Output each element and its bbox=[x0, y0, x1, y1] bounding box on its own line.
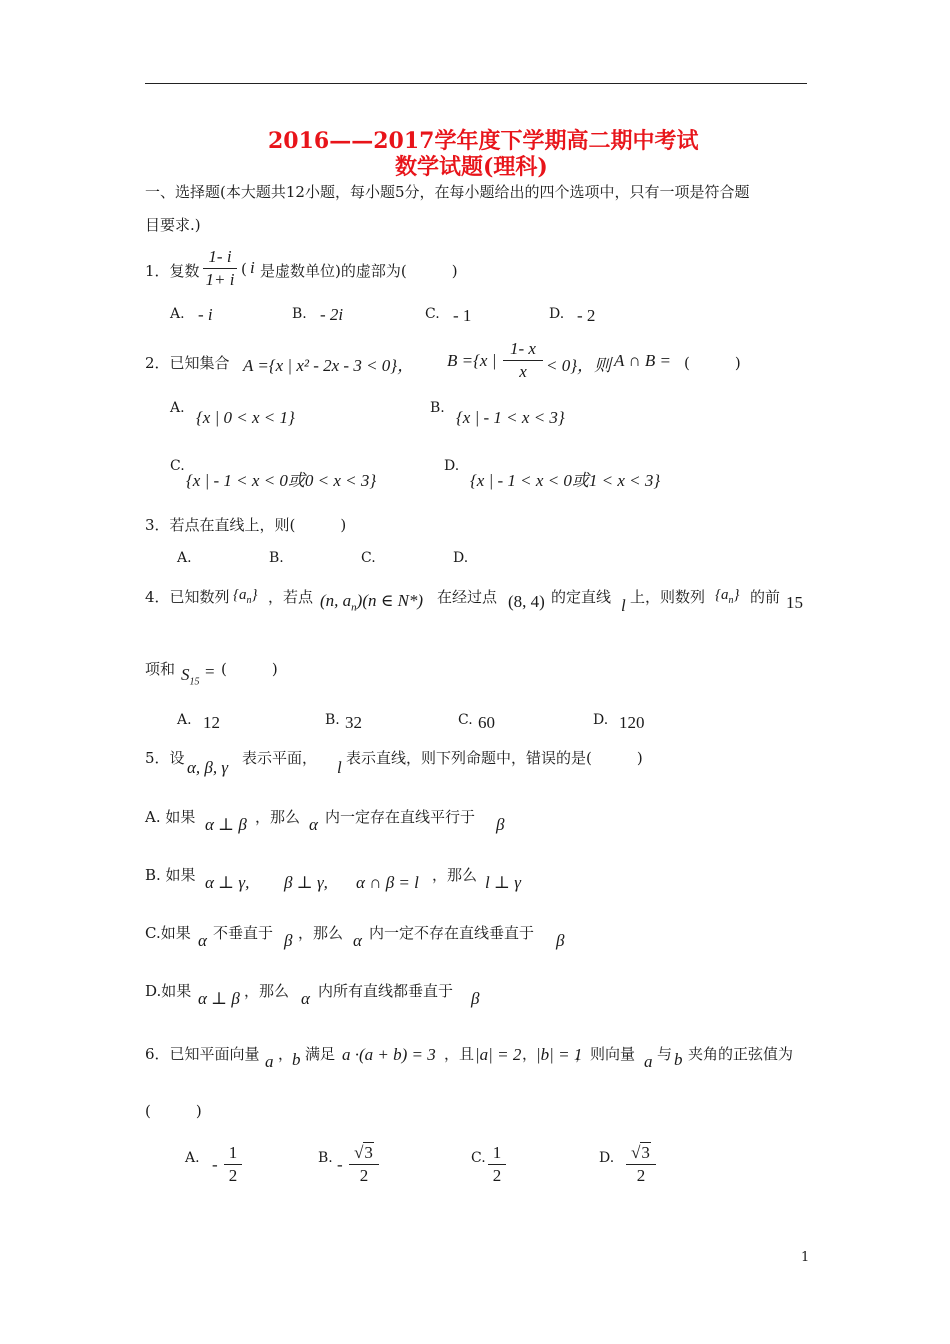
exam-title: 2016——2017学年度下学期高二期中考试 bbox=[268, 128, 699, 154]
q4-seq2-sub: n bbox=[728, 595, 734, 606]
q5-option-a-pre: A. 如果 bbox=[145, 808, 196, 826]
q4-seq2-close: } bbox=[733, 587, 740, 603]
q2-frac-bar bbox=[503, 360, 543, 361]
q5-prefix: 5．设 bbox=[145, 749, 185, 767]
q1-option-c-label: C. bbox=[425, 306, 440, 322]
q6-option-b-label: B. bbox=[318, 1150, 333, 1166]
q5-option-d-m2: α bbox=[301, 989, 310, 1008]
q2-set-b-post: < 0}，则 bbox=[546, 356, 612, 375]
q4-seq-sub: n bbox=[246, 595, 252, 606]
q4-mid3: 的定直线 bbox=[551, 588, 612, 606]
q5-option-a-mid: ，那么 bbox=[255, 808, 301, 826]
q4-point-sub: n bbox=[351, 601, 357, 614]
q4-equals: = bbox=[205, 662, 215, 681]
q4-sequence bbox=[233, 587, 258, 606]
q6-vec-b-2: b bbox=[674, 1050, 683, 1069]
q2-intersection: A ∩ B = bbox=[614, 351, 671, 370]
q6-prefix: 6．已知平面向量 bbox=[145, 1045, 260, 1063]
q6-option-c-den: 2 bbox=[492, 1166, 502, 1185]
q6-option-a-den: 2 bbox=[228, 1166, 238, 1185]
q5-option-c-m3: α bbox=[353, 931, 362, 950]
q5-option-b-m3: α ∩ β = l bbox=[356, 873, 419, 892]
q6-option-b-sign: - bbox=[337, 1155, 343, 1174]
q5-line-l: l bbox=[337, 758, 342, 777]
q3-option-c: C. bbox=[361, 550, 376, 566]
q6-vec-b: b bbox=[292, 1050, 301, 1069]
q5-option-c-m1: α bbox=[198, 931, 207, 950]
q6-option-c-num: 1 bbox=[492, 1143, 502, 1162]
q4-sequence-2 bbox=[715, 587, 740, 606]
q2-option-c-label: C. bbox=[170, 458, 185, 474]
q1-option-a-label: A. bbox=[170, 306, 185, 322]
q6-option-c-label: C. bbox=[471, 1150, 486, 1166]
q5-option-b-m1: α ⊥ γ, bbox=[205, 873, 250, 892]
q1-fraction bbox=[203, 247, 237, 290]
q6-option-d-bar bbox=[626, 1164, 656, 1165]
q5-option-d-m1: α ⊥ β bbox=[198, 989, 240, 1008]
q6-norm-b: |b| = 1 bbox=[536, 1045, 583, 1064]
page-number: 1 bbox=[801, 1250, 810, 1265]
q5-option-a-m2: α bbox=[309, 815, 318, 834]
q2-prefix: 2．已知集合 bbox=[145, 354, 230, 372]
q6-norm-a: |a| = 2 bbox=[475, 1045, 522, 1064]
q2-set-b-pre: B ={x | bbox=[447, 351, 497, 370]
q4-option-c-value: 60 bbox=[478, 713, 495, 732]
q4-point-close: )(n ∈ N*) bbox=[356, 591, 424, 610]
q5-option-c-mid1: 不垂直于 bbox=[213, 924, 274, 942]
q6-option-a-label: A. bbox=[185, 1150, 200, 1166]
q1-option-b-label: B. bbox=[292, 306, 307, 322]
q6-mid4: 夹角的正弦值为 bbox=[688, 1045, 794, 1063]
q4-option-c-label: C. bbox=[458, 712, 473, 728]
q1-frac-bar bbox=[203, 268, 237, 269]
q4-paren: ( ) bbox=[221, 660, 278, 678]
q1-frac-num: 1- i bbox=[208, 247, 232, 266]
q4-seq2-open: {a bbox=[715, 587, 729, 603]
q3-option-d: D. bbox=[453, 550, 469, 566]
q4-mid4: 上，则数列 bbox=[630, 588, 706, 606]
q6-option-c-fraction bbox=[488, 1143, 506, 1186]
q4-mid5: 的前 bbox=[750, 588, 781, 606]
q5-option-d-mid: ，那么 bbox=[244, 982, 290, 1000]
q2-frac-num: 1- x bbox=[510, 339, 536, 358]
q6-option-b-den: 2 bbox=[359, 1166, 369, 1185]
q6-option-d-label: D. bbox=[599, 1150, 615, 1166]
q6-mid3: ，则向量 bbox=[575, 1045, 636, 1063]
q1-option-d-label: D. bbox=[549, 306, 565, 322]
q5-mid1: 表示平面， bbox=[242, 749, 318, 767]
q6-option-d-den: 2 bbox=[636, 1166, 646, 1185]
q6-paren: ( ) bbox=[145, 1102, 202, 1120]
q5-option-a-m3: β bbox=[496, 815, 505, 834]
q2-option-d-value: {x | - 1 < x < 0或1 < x < 3} bbox=[470, 471, 661, 490]
q6-option-c-bar bbox=[488, 1164, 506, 1165]
exam-subtitle: 数学试题(理科) bbox=[395, 154, 548, 180]
q6-option-b-num: 3 bbox=[364, 1143, 373, 1162]
q6-option-a-fraction bbox=[224, 1143, 242, 1186]
section-instructions-line1: 一、选择题(本大题共12小题，每小题5分，在每小题给出的四个选项中，只有一项是符合题 bbox=[145, 183, 750, 201]
q4-mid2: 在经过点 bbox=[437, 588, 498, 606]
q6-option-a-num: 1 bbox=[228, 1143, 238, 1162]
q1-i-symbol: i bbox=[250, 258, 255, 277]
q5-option-b-mid: ，那么 bbox=[432, 866, 478, 884]
q2-option-b-value: {x | - 1 < x < 3} bbox=[456, 408, 565, 427]
q1-frac-den: 1+ i bbox=[205, 270, 235, 289]
q5-option-a-mid2: 内一定存在直线平行于 bbox=[325, 808, 476, 826]
q2-fraction bbox=[503, 339, 543, 382]
q4-s15-sub: 15 bbox=[189, 676, 200, 688]
section-instructions-line2: 目要求.) bbox=[145, 216, 201, 234]
q4-line2-pre: 项和 bbox=[145, 660, 176, 678]
q4-line-l: l bbox=[621, 596, 626, 615]
q4-n15: 15 bbox=[786, 593, 803, 612]
q6-yu: 与 bbox=[657, 1045, 673, 1063]
q2-set-a: A ={x | x² - 2x - 3 < 0}， bbox=[243, 356, 415, 375]
q3-option-a: A. bbox=[177, 550, 192, 566]
q6-comma: ， bbox=[278, 1045, 294, 1063]
q4-option-a-label: A. bbox=[177, 712, 192, 728]
q3-text: 3．若点在直线上，则( ) bbox=[145, 516, 347, 534]
q1-option-b-value: - 2i bbox=[320, 305, 344, 324]
q6-vec-a: a bbox=[265, 1052, 274, 1071]
q1-paren-open: ( bbox=[241, 260, 247, 278]
q5-option-d-mid2: 内所有直线都垂直于 bbox=[318, 982, 454, 1000]
q4-fixed-point: (8, 4) bbox=[508, 592, 545, 611]
q6-option-b-num-wrap: √3 bbox=[354, 1143, 373, 1162]
q5-option-b-m2: β ⊥ γ, bbox=[284, 873, 328, 892]
q4-seq-open: {a bbox=[233, 587, 247, 603]
q5-option-d-pre: D.如果 bbox=[145, 982, 192, 1000]
q6-option-d-num-wrap: √3 bbox=[631, 1143, 650, 1162]
q4-mid1: ，若点 bbox=[268, 588, 314, 606]
q4-s15 bbox=[181, 665, 200, 687]
q1-suffix: 是虚数单位)的虚部为( ) bbox=[260, 262, 458, 280]
q4-option-d-label: D. bbox=[593, 712, 609, 728]
q4-option-b-value: 32 bbox=[345, 713, 362, 732]
q6-expression: a ·(a + b) = 3 bbox=[342, 1045, 436, 1064]
q6-option-b-bar bbox=[349, 1164, 379, 1165]
q6-option-a-bar bbox=[224, 1164, 242, 1165]
q2-option-d-label: D. bbox=[444, 458, 460, 474]
q5-option-c-m4: β bbox=[556, 931, 565, 950]
q4-point bbox=[320, 591, 423, 613]
q5-greek: α, β, γ bbox=[187, 758, 229, 777]
q4-point-open: (n, a bbox=[320, 591, 352, 610]
q5-option-d-m3: β bbox=[471, 989, 480, 1008]
q1-option-a-value: - i bbox=[198, 305, 213, 324]
q4-option-a-value: 12 bbox=[203, 713, 220, 732]
q4-option-b-label: B. bbox=[325, 712, 340, 728]
header-rule bbox=[145, 83, 807, 84]
q6-comma-2: ， bbox=[522, 1045, 538, 1063]
q5-option-b-m4: l ⊥ γ bbox=[485, 873, 521, 892]
q5-mid2: 表示直线，则下列命题中，错误的是( ) bbox=[346, 749, 643, 767]
q1-prefix: 1．复数 bbox=[145, 262, 200, 280]
q2-option-a-value: {x | 0 < x < 1} bbox=[196, 408, 295, 427]
q4-prefix: 4．已知数列 bbox=[145, 588, 230, 606]
q2-option-a-label: A. bbox=[170, 400, 185, 416]
q5-option-c-mid2: ，那么 bbox=[298, 924, 344, 942]
q3-option-b: B. bbox=[269, 550, 284, 566]
q6-mid1: 满足 bbox=[305, 1045, 336, 1063]
q1-option-c-value: - 1 bbox=[453, 306, 472, 325]
q4-option-d-value: 120 bbox=[619, 713, 645, 732]
q2-frac-den: x bbox=[519, 362, 527, 381]
q5-option-c-mid3: 内一定不存在直线垂直于 bbox=[369, 924, 535, 942]
q6-mid2: ，且 bbox=[444, 1045, 475, 1063]
q5-option-a-m1: α ⊥ β bbox=[205, 815, 247, 834]
q4-seq-close: } bbox=[251, 587, 258, 603]
q6-option-d-fraction bbox=[626, 1143, 656, 1186]
q6-vec-a-2: a bbox=[644, 1052, 653, 1071]
q1-option-d-value: - 2 bbox=[577, 306, 596, 325]
q6-option-b-fraction bbox=[349, 1143, 379, 1186]
q6-option-d-num: 3 bbox=[641, 1143, 650, 1162]
q2-option-b-label: B. bbox=[430, 400, 445, 416]
q5-option-b-pre: B. 如果 bbox=[145, 866, 196, 884]
q5-option-c-pre: C.如果 bbox=[145, 924, 191, 942]
q4-s15-letter: S bbox=[181, 665, 190, 684]
q5-option-c-m2: β bbox=[284, 931, 293, 950]
q6-option-a-sign: - bbox=[212, 1155, 218, 1174]
q2-option-c-value: {x | - 1 < x < 0或0 < x < 3} bbox=[186, 471, 377, 490]
q2-paren: ( ) bbox=[684, 354, 741, 372]
